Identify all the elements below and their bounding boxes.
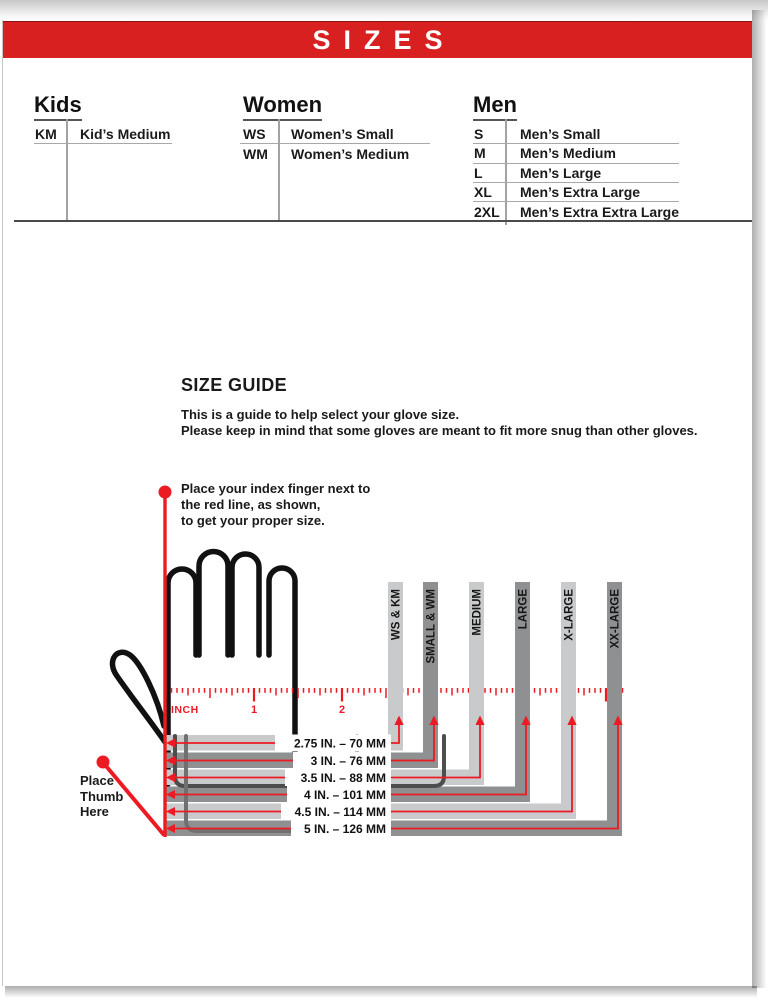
- page-bottom-shadow: [5, 986, 757, 1000]
- size-label: Kid’s Medium: [80, 126, 171, 143]
- size-name-label: XX-LARGE: [609, 589, 622, 649]
- ruler-number-1: 1: [250, 704, 258, 716]
- size-label: Men’s Small: [520, 126, 601, 143]
- intro-line: This is a guide to help select your glove size.: [181, 407, 460, 422]
- instruction-line: the red line, as shown,: [181, 497, 321, 512]
- measurement-label: 3 IN. – 76 MM: [310, 753, 386, 768]
- measurement-label: 3.5 IN. – 88 MM: [300, 770, 386, 785]
- size-name-label: MEDIUM: [471, 589, 484, 636]
- intro-line: Please keep in mind that some gloves are meant to fit more snug than other gloves.: [181, 422, 698, 438]
- measurement-label: 5 IN. – 126 MM: [303, 821, 386, 836]
- size-abbr: 2XL: [474, 203, 500, 220]
- thumb-line: Thumb: [80, 788, 124, 804]
- size-name-label: WS & KM: [390, 589, 403, 641]
- ring-finger-outline: [232, 554, 259, 655]
- size-guide-title: SIZE GUIDE: [181, 375, 288, 395]
- size-name-label: X-LARGE: [563, 589, 576, 641]
- size-label: Men’s Medium: [520, 145, 616, 162]
- size-abbr: M: [474, 145, 486, 162]
- size-label: Men’s Large: [520, 164, 602, 181]
- kids-table-heading: Kids: [34, 92, 82, 121]
- pinky-finger-outline: [269, 568, 295, 758]
- size-name-label: SMALL & WM: [425, 589, 438, 664]
- ruler-unit-label: INCH: [171, 704, 199, 716]
- page-title: SIZES: [312, 25, 456, 55]
- index-finger-outline: [168, 569, 196, 784]
- size-abbr: WM: [243, 145, 268, 162]
- measurement-label: 2.75 IN. – 70 MM: [293, 736, 386, 751]
- size-label: Men’s Extra Extra Large: [520, 203, 679, 220]
- measurement-label: 4 IN. – 101 MM: [303, 787, 386, 802]
- size-abbr: S: [474, 126, 484, 143]
- thumb-pointer-line: [106, 766, 164, 835]
- measurement-labels: [275, 735, 391, 838]
- page-right-shadow: [752, 10, 769, 988]
- men-table-heading: Men: [473, 92, 517, 121]
- size-abbr: WS: [243, 126, 266, 143]
- size-abbr: KM: [35, 126, 57, 143]
- size-abbr: L: [474, 164, 483, 181]
- thumb-line: Here: [80, 804, 109, 819]
- instruction-line: to get your proper size.: [181, 513, 325, 528]
- size-abbr: XL: [474, 184, 492, 201]
- thumb-line: Place: [80, 773, 114, 788]
- size-label: Women’s Medium: [291, 145, 410, 162]
- red-dot-top: [159, 486, 172, 499]
- ruler-number-2: 2: [338, 704, 346, 716]
- measurement-label: 4.5 IN. – 114 MM: [294, 804, 386, 819]
- size-label: Men’s Extra Large: [520, 184, 641, 201]
- size-name-labels: [391, 589, 622, 664]
- women-table-heading: Women: [243, 92, 322, 121]
- index-finger-red-line: [163, 492, 166, 837]
- size-name-label: LARGE: [517, 589, 530, 630]
- middle-finger-outline: [199, 552, 228, 656]
- thumb-outline: [112, 652, 165, 742]
- instruction-line: Place your index finger next to: [181, 481, 371, 496]
- size-label: Women’s Small: [291, 126, 394, 143]
